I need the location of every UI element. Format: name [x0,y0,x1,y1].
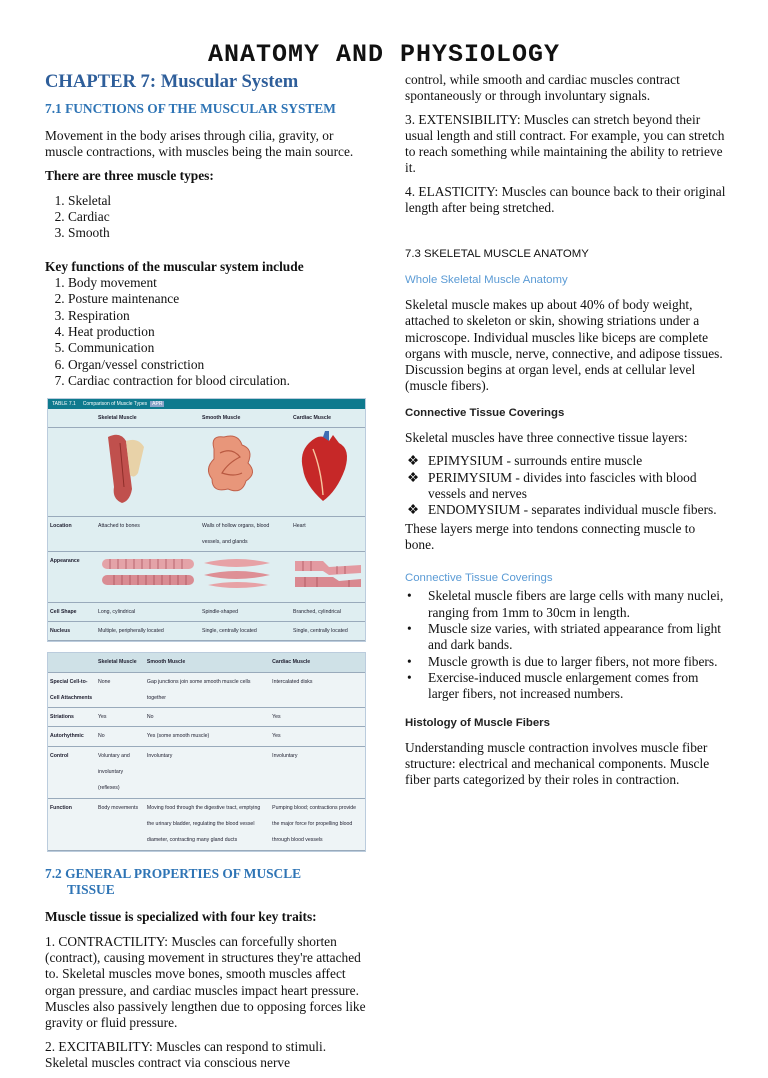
histology-heading: Histology of Muscle Fibers [405,716,550,729]
figure-cell: Walls of hollow organs, blood vessels, and glands [200,516,291,552]
muscle-properties-figure [47,652,366,851]
figure-row-label: Nucleus [48,621,96,640]
list-item [405,654,727,670]
figure-cell: Yes [96,708,145,727]
section-7-3-title: 7.3 SKELETAL MUSCLE ANATOMY [405,248,589,261]
whole-muscle-heading: Whole Skeletal Muscle Anatomy [405,273,568,286]
figure-col-header: Cardiac Muscle [270,653,365,672]
figure-cell: Attached to bones [96,516,200,552]
figure-row-label: Striations [48,708,96,727]
histology-paragraph: Understanding muscle contraction involves muscle fiber structure: electrical and mechanical components. Muscle fiber parts categorized by their roles in contraction. [405,739,710,788]
list-item: 1. Skeletal [68,193,367,209]
figure-table-label: TABLE 7.1 [52,401,76,408]
list-item [405,502,727,518]
figure-row-label: Autorhythmic [48,727,96,746]
figure-cell: Involuntary [145,746,270,798]
figure-corner [48,409,96,428]
functions-heading: Key functions of the muscular system include [45,258,304,274]
muscle-types-list [45,193,367,242]
connective-tissue-after: These layers merge into tendons connecting muscle to bone. [405,520,696,552]
figure-cell: No [96,727,145,746]
figure-cell: Yes [270,708,365,727]
list-item: 7. Cardiac contraction for blood circulation. [68,373,367,389]
diamond-bullet-icon: ❖ [407,469,420,485]
figure-cell: Body movements [96,798,145,850]
smooth-muscle-illustration [200,428,291,516]
muscle-types-heading: There are three muscle types: [45,167,214,183]
traits-heading: Muscle tissue is specialized with four key traits: [45,908,317,924]
figure-table-bottom [48,653,365,850]
figure-col-header: Skeletal Muscle [96,653,145,672]
section-7-2-title [45,866,367,898]
connective-tissue-heading: Connective Tissue Coverings [405,406,565,419]
figure-cell: Multiple, peripherally located [96,621,200,640]
figure-header [48,399,365,409]
figure-col-header: Smooth Muscle [145,653,270,672]
list-item-text: ENDOMYSIUM - separates individual muscle fibers. [428,502,717,518]
skeletal-fiber-illustration [96,552,200,602]
excitability-continued: control, while smooth and cardiac muscles contract spontaneously or through involuntary signals. [405,72,680,104]
list-item-text: PERIMYSIUM - divides into fascicles with blood vessels and nerves [428,469,697,501]
figure-row-label: Special Cell-to-Cell Attachments [48,672,96,708]
list-item: 4. Heat production [68,324,367,340]
list-item-text: Muscle growth is due to larger fibers, not more fibers. [428,653,718,669]
list-item-text: Exercise-induced muscle enlargement comes from larger fibers, not increased numbers. [428,669,699,702]
figure-cell: Heart [291,516,365,552]
section-7-1-intro: Movement in the body arises through cilia, gravity, or muscle contractions, with muscles being the main source. [45,128,354,160]
bullet-icon: • [407,621,412,637]
figure-cell: Intercalated disks [270,672,365,708]
figure-row-label: Location [48,516,96,552]
cardiac-fiber-illustration [291,552,365,602]
figure-cell: Pumping blood; contractions provide the major force for propelling blood through blood vessels [270,798,365,850]
list-item: 3. Respiration [68,308,367,324]
figure-row-label: Control [48,746,96,798]
figure-table-title: Comparison of Muscle Types [82,401,148,408]
list-item [405,621,727,654]
list-item [405,470,727,503]
section-7-2-title-line1: 7.2 GENERAL PROPERTIES OF MUSCLE [45,865,302,881]
list-item: 6. Organ/vessel constriction [68,357,367,373]
section-7-2-title-line2: TISSUE [67,881,115,897]
list-item: 3. Smooth [68,225,367,241]
diamond-bullet-icon: ❖ [407,502,420,518]
list-item [405,588,727,621]
muscle-fiber-facts [405,588,727,702]
figure-empty-cell [48,428,96,516]
figure-cell: Voluntary and involuntary (reflexes) [96,746,145,798]
section-7-1-title: 7.1 FUNCTIONS OF THE MUSCULAR SYSTEM [45,101,336,116]
figure-cell: Yes (some smooth muscle) [145,727,270,746]
contractility-paragraph: 1. CONTRACTILITY: Muscles can forcefully shorten (contract), causing movement in structures they're attached to. Skeletal muscles move bones, smooth muscles affect organ pressure, and cardiac muscles impact heart pressure. Muscles also passively lengthen due to opposing forces like gravity or fluid pressure. [45,933,366,1031]
figure-cell: Gap junctions join some smooth muscle cells together [145,672,270,708]
figure-cell: Single, centrally located [291,621,365,640]
chapter-title: CHAPTER 7: Muscular System [45,71,299,92]
figure-row-label: Appearance [48,552,96,602]
page-title: ANATOMY AND PHYSIOLOGY [207,40,561,69]
figure-cell: Long, cylindrical [96,602,200,621]
list-item-text: EPIMYSIUM - surrounds entire muscle [428,453,643,469]
list-item [405,670,727,703]
figure-table-top [48,409,365,641]
figure-cell: Spindle-shaped [200,602,291,621]
list-item: 2. Posture maintenance [68,291,367,307]
figure-corner [48,653,96,672]
functions-list [45,275,367,389]
elasticity-paragraph: 4. ELASTICITY: Muscles can bounce back to their original length after being stretched. [405,183,726,216]
bullet-icon: • [407,669,412,685]
figure-col-header: Smooth Muscle [200,409,291,428]
figure-cell: Involuntary [270,746,365,798]
right-column [405,72,727,796]
extensibility-paragraph: 3. EXTENSIBILITY: Muscles can stretch beyond their usual length and still contract. For example, you can stretch to reach something while maintaining the ability to retrieve it. [405,111,725,176]
cardiac-muscle-illustration [291,428,365,516]
list-item: 2. Cardiac [68,209,367,225]
skeletal-muscle-illustration [96,428,200,516]
figure-cell: Moving food through the digestive tract, emptying the urinary bladder, regulating the blood vessel diameter, contracting many gland ducts [145,798,270,850]
connective-tissue-intro: Skeletal muscles have three connective tissue layers: [405,430,688,446]
figure-row-label: Function [48,798,96,850]
figure-col-header: Cardiac Muscle [291,409,365,428]
whole-muscle-paragraph: Skeletal muscle makes up about 40% of body weight, attached to skeleton or skin, showing striations under a microscope. Individual muscles like biceps are complete organs with muscle, nerve, connective, and adipose tissues. Discussion begins at organ level, ends at cellular level (muscle fibers). [405,296,723,394]
diamond-bullet-icon: ❖ [407,453,420,469]
figure-row-label: Cell Shape [48,602,96,621]
excitability-paragraph: 2. EXCITABILITY: Muscles can respond to stimuli. Skeletal muscles contract via conscious nerve [45,1038,327,1070]
list-item [405,453,727,469]
list-item-text: Skeletal muscle fibers are large cells with many nuclei, ranging from 1mm to 30cm in length. [428,588,724,620]
figure-cell: Yes [270,727,365,746]
bullet-icon: • [407,653,412,669]
figure-col-header: Skeletal Muscle [96,409,200,428]
figure-cell: No [145,708,270,727]
figure-cell: Single, centrally located [200,621,291,640]
list-item: 1. Body movement [68,275,367,291]
list-item-text: Muscle size varies, with striated appearance from light and dark bands. [428,621,721,653]
list-item: 5. Communication [68,340,367,356]
smooth-fiber-illustration [200,552,291,602]
muscle-types-figure [47,398,366,642]
figure-cell: None [96,672,145,708]
connective-tissue-heading-2: Connective Tissue Coverings [405,572,553,585]
connective-tissue-layers [405,453,727,518]
bullet-icon: • [407,588,412,604]
figure-badge: APR [152,401,163,408]
figure-cell: Branched, cylindrical [291,602,365,621]
left-column [45,70,367,1078]
